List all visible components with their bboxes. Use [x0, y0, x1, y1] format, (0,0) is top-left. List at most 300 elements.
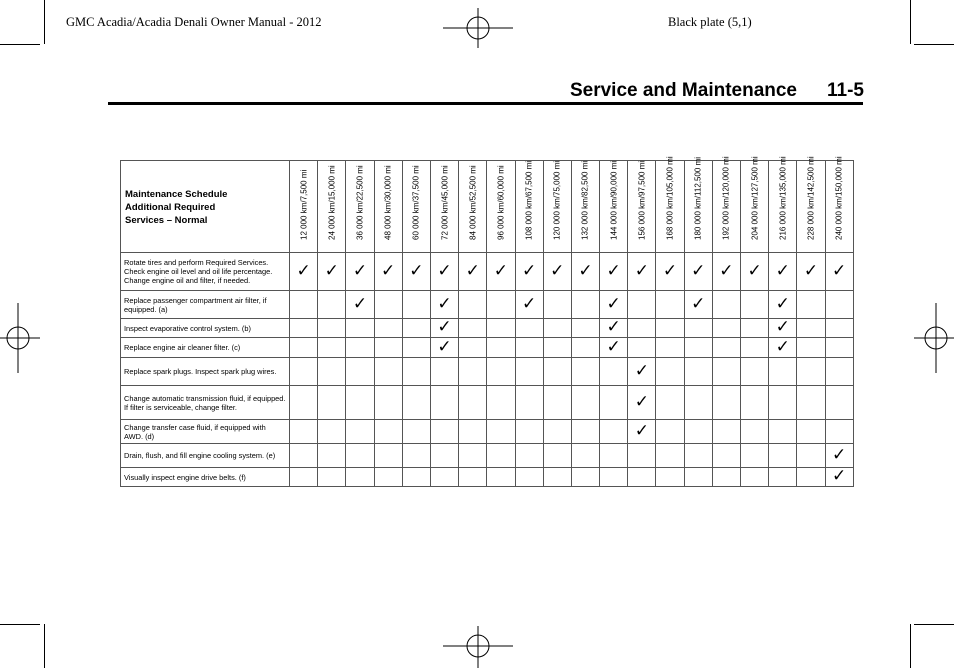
interval-header — [515, 161, 543, 253]
service-description: Change transfer case fluid, if equipped with AWD. (d) — [121, 420, 290, 444]
checkmark-icon: ✓ — [775, 336, 790, 357]
schedule-cell — [318, 338, 346, 358]
checkmark-icon: ✓ — [606, 260, 621, 281]
schedule-cell — [571, 291, 599, 319]
corner-line: Services – Normal — [125, 215, 208, 226]
schedule-cell — [318, 291, 346, 319]
schedule-cell — [346, 420, 374, 444]
schedule-cell — [543, 468, 571, 487]
schedule-cell — [684, 358, 712, 386]
schedule-cell — [825, 358, 853, 386]
schedule-cell — [346, 319, 374, 338]
schedule-cell — [656, 338, 684, 358]
checkmark-icon: ✓ — [381, 260, 396, 281]
schedule-cell — [459, 253, 487, 291]
schedule-cell — [515, 338, 543, 358]
schedule-cell — [825, 253, 853, 291]
interval-label: 72 000 km/45,000 mi — [440, 165, 450, 240]
schedule-cell — [346, 444, 374, 468]
schedule-cell — [684, 253, 712, 291]
schedule-cell — [459, 386, 487, 420]
service-description: Drain, flush, and fill engine cooling system. (e) — [121, 444, 290, 468]
table-row — [121, 386, 854, 420]
schedule-cell — [600, 319, 628, 338]
schedule-cell — [290, 420, 318, 444]
schedule-cell — [374, 358, 402, 386]
schedule-cell — [600, 358, 628, 386]
schedule-cell — [459, 420, 487, 444]
schedule-cell — [656, 319, 684, 338]
schedule-cell — [741, 358, 769, 386]
schedule-cell — [402, 420, 430, 444]
crop-mark-top-right-vertical — [910, 0, 911, 44]
schedule-cell — [318, 420, 346, 444]
corner-line: Maintenance Schedule — [125, 189, 228, 200]
heading-rule — [108, 102, 863, 105]
schedule-cell — [543, 358, 571, 386]
checkmark-icon: ✓ — [465, 260, 480, 281]
checkmark-icon: ✓ — [296, 260, 311, 281]
schedule-cell — [515, 291, 543, 319]
schedule-cell — [318, 319, 346, 338]
schedule-cell — [825, 386, 853, 420]
checkmark-icon: ✓ — [691, 260, 706, 281]
checkmark-icon: ✓ — [521, 260, 537, 281]
schedule-cell — [543, 319, 571, 338]
schedule-cell — [741, 468, 769, 487]
checkmark-icon: ✓ — [352, 293, 368, 314]
schedule-cell — [430, 358, 458, 386]
schedule-cell — [430, 468, 458, 487]
schedule-cell — [459, 444, 487, 468]
plate-info: Black plate (5,1) — [668, 15, 752, 29]
schedule-cell — [571, 386, 599, 420]
schedule-cell — [543, 291, 571, 319]
schedule-cell — [656, 420, 684, 444]
registration-mark-left-icon — [0, 303, 40, 373]
schedule-cell — [628, 291, 656, 319]
schedule-cell — [487, 358, 515, 386]
schedule-cell — [402, 386, 430, 420]
schedule-cell — [741, 338, 769, 358]
interval-label: 84 000 km/52,500 mi — [468, 165, 478, 240]
schedule-cell — [600, 420, 628, 444]
schedule-cell — [769, 386, 797, 420]
interval-header — [346, 161, 374, 253]
table-row — [121, 468, 854, 487]
schedule-cell — [684, 319, 712, 338]
schedule-cell — [487, 319, 515, 338]
schedule-cell — [712, 291, 740, 319]
schedule-cell — [346, 358, 374, 386]
checkmark-icon: ✓ — [437, 293, 452, 314]
schedule-cell — [374, 386, 402, 420]
checkmark-icon: ✓ — [437, 317, 452, 337]
schedule-cell — [741, 291, 769, 319]
schedule-cell — [769, 291, 797, 319]
schedule-cell — [600, 253, 628, 291]
schedule-cell — [430, 420, 458, 444]
schedule-cell — [628, 319, 656, 338]
checkmark-icon: ✓ — [324, 260, 339, 281]
schedule-cell — [769, 338, 797, 358]
interval-label: 204 000 km/127,500 mi — [750, 156, 760, 240]
interval-header — [769, 156, 797, 253]
schedule-cell — [318, 253, 346, 291]
schedule-cell — [543, 253, 571, 291]
schedule-cell — [628, 386, 656, 420]
crop-mark-bottom-right-vertical — [910, 624, 911, 668]
schedule-cell — [430, 386, 458, 420]
interval-header — [825, 156, 853, 253]
checkmark-icon: ✓ — [606, 293, 621, 314]
schedule-cell — [402, 444, 430, 468]
interval-label: 24 000 km/15,000 mi — [327, 165, 337, 240]
interval-label: 168 000 km/105,000 mi — [665, 156, 675, 240]
checkmark-icon: ✓ — [832, 260, 847, 281]
crop-mark-bottom-left-horizontal — [0, 624, 40, 625]
checkmark-icon: ✓ — [832, 444, 847, 465]
interval-header — [712, 156, 740, 253]
checkmark-icon: ✓ — [437, 260, 452, 281]
schedule-cell — [797, 319, 825, 338]
schedule-corner-cell — [121, 161, 290, 253]
interval-header — [600, 161, 628, 253]
schedule-cell — [656, 253, 684, 291]
schedule-cell — [825, 444, 853, 468]
schedule-cell — [402, 291, 430, 319]
schedule-cell — [459, 291, 487, 319]
table-row — [121, 319, 854, 338]
schedule-cell — [346, 338, 374, 358]
schedule-cell — [543, 386, 571, 420]
schedule-cell — [515, 386, 543, 420]
schedule-cell — [515, 420, 543, 444]
schedule-cell — [825, 338, 853, 358]
schedule-cell — [290, 358, 318, 386]
schedule-cell — [290, 386, 318, 420]
schedule-cell — [374, 338, 402, 358]
schedule-cell — [825, 468, 853, 487]
schedule-cell — [712, 468, 740, 487]
interval-label: 120 000 km/75,000 mi — [552, 160, 562, 240]
section-title: Service and Maintenance — [569, 80, 798, 101]
schedule-cell — [628, 338, 656, 358]
schedule-cell — [712, 386, 740, 420]
schedule-cell — [290, 291, 318, 319]
schedule-cell — [684, 386, 712, 420]
corner-line: Additional Required — [125, 202, 216, 213]
interval-header — [374, 161, 402, 253]
interval-header — [571, 161, 599, 253]
schedule-cell — [741, 386, 769, 420]
schedule-cell — [571, 358, 599, 386]
schedule-cell — [487, 253, 515, 291]
interval-label: 12 000 km/7,500 mi — [299, 169, 309, 240]
table-row — [121, 291, 854, 319]
interval-label: 48 000 km/30,000 mi — [383, 165, 393, 240]
checkmark-icon: ✓ — [634, 360, 649, 381]
schedule-cell — [600, 386, 628, 420]
schedule-cell — [741, 420, 769, 444]
schedule-cell — [769, 444, 797, 468]
interval-header — [656, 156, 684, 253]
schedule-cell — [459, 468, 487, 487]
table-row — [121, 338, 854, 358]
schedule-cell — [712, 420, 740, 444]
service-description: Replace engine air cleaner filter. (c) — [121, 338, 290, 358]
crop-mark-top-right-horizontal — [914, 44, 954, 45]
checkmark-icon: ✓ — [578, 260, 593, 281]
checkmark-icon: ✓ — [550, 260, 565, 281]
schedule-cell — [346, 386, 374, 420]
schedule-cell — [290, 468, 318, 487]
checkmark-icon: ✓ — [521, 293, 537, 314]
schedule-cell — [487, 338, 515, 358]
registration-mark-right-icon — [914, 303, 954, 373]
page-number: 11-5 — [827, 80, 864, 101]
schedule-cell — [769, 319, 797, 338]
schedule-cell — [571, 338, 599, 358]
service-description: Replace spark plugs. Inspect spark plug wires. — [121, 358, 290, 386]
schedule-cell — [628, 420, 656, 444]
schedule-cell — [684, 420, 712, 444]
section-heading — [570, 80, 864, 102]
schedule-cell — [346, 468, 374, 487]
schedule-cell — [487, 420, 515, 444]
interval-header — [797, 156, 825, 253]
schedule-cell — [628, 444, 656, 468]
service-description: Replace passenger compartment air filter, if equipped. (a) — [121, 291, 290, 319]
schedule-cell — [712, 338, 740, 358]
schedule-cell — [402, 338, 430, 358]
schedule-cell — [769, 358, 797, 386]
table-row — [121, 253, 854, 291]
schedule-cell — [712, 253, 740, 291]
schedule-cell — [374, 444, 402, 468]
schedule-cell — [459, 358, 487, 386]
schedule-cell — [656, 291, 684, 319]
schedule-cell — [318, 358, 346, 386]
schedule-cell — [318, 386, 346, 420]
checkmark-icon: ✓ — [437, 336, 452, 357]
checkmark-icon: ✓ — [634, 391, 649, 412]
schedule-cell — [825, 420, 853, 444]
schedule-cell — [290, 444, 318, 468]
table-row — [121, 358, 854, 386]
interval-header — [318, 161, 346, 253]
schedule-cell — [825, 319, 853, 338]
schedule-cell — [600, 444, 628, 468]
schedule-cell — [769, 253, 797, 291]
interval-label: 180 000 km/112,500 mi — [693, 156, 703, 240]
schedule-cell — [628, 253, 656, 291]
registration-mark-bottom-icon — [443, 626, 513, 668]
schedule-cell — [515, 319, 543, 338]
schedule-cell — [346, 253, 374, 291]
interval-label: 60 000 km/37,500 mi — [411, 165, 421, 240]
table-row — [121, 420, 854, 444]
checkmark-icon: ✓ — [352, 260, 368, 281]
schedule-cell — [346, 291, 374, 319]
schedule-cell — [318, 468, 346, 487]
schedule-cell — [374, 468, 402, 487]
schedule-cell — [684, 444, 712, 468]
checkmark-icon: ✓ — [662, 260, 678, 281]
checkmark-icon: ✓ — [606, 336, 621, 357]
schedule-cell — [600, 468, 628, 487]
interval-label: 132 000 km/82,500 mi — [580, 160, 590, 240]
schedule-cell — [487, 468, 515, 487]
schedule-cell — [571, 468, 599, 487]
interval-label: 192 000 km/120,000 mi — [721, 156, 731, 240]
schedule-cell — [769, 468, 797, 487]
checkmark-icon: ✓ — [409, 260, 424, 281]
schedule-cell — [374, 420, 402, 444]
schedule-cell — [628, 358, 656, 386]
schedule-cell — [374, 253, 402, 291]
schedule-cell — [515, 468, 543, 487]
crop-mark-top-left-horizontal — [0, 44, 40, 45]
registration-mark-top-icon — [443, 8, 513, 48]
service-description: Rotate tires and perform Required Services. Check engine oil level and oil life percentage. Change engine oil and filter, if needed. — [121, 253, 290, 291]
schedule-cell — [741, 253, 769, 291]
interval-header — [487, 161, 515, 253]
checkmark-icon: ✓ — [634, 260, 649, 281]
schedule-cell — [374, 291, 402, 319]
schedule-cell — [318, 444, 346, 468]
schedule-cell — [543, 444, 571, 468]
schedule-cell — [797, 338, 825, 358]
checkmark-icon: ✓ — [493, 260, 509, 281]
schedule-cell — [571, 444, 599, 468]
schedule-cell — [430, 338, 458, 358]
schedule-cell — [571, 420, 599, 444]
schedule-cell — [430, 319, 458, 338]
schedule-cell — [656, 386, 684, 420]
interval-header — [741, 156, 769, 253]
schedule-cell — [430, 291, 458, 319]
maintenance-schedule-table — [120, 156, 854, 487]
schedule-cell — [571, 253, 599, 291]
schedule-cell — [684, 338, 712, 358]
checkmark-icon: ✓ — [634, 420, 649, 441]
schedule-cell — [712, 358, 740, 386]
schedule-cell — [402, 358, 430, 386]
schedule-cell — [656, 468, 684, 487]
schedule-cell — [459, 319, 487, 338]
schedule-cell — [825, 291, 853, 319]
schedule-cell — [797, 468, 825, 487]
interval-header — [543, 161, 571, 253]
checkmark-icon: ✓ — [775, 317, 790, 337]
schedule-cell — [402, 468, 430, 487]
interval-header — [628, 161, 656, 253]
schedule-cell — [487, 386, 515, 420]
schedule-cell — [571, 319, 599, 338]
interval-header — [459, 161, 487, 253]
table-row — [121, 444, 854, 468]
schedule-cell — [797, 358, 825, 386]
schedule-cell — [684, 291, 712, 319]
schedule-cell — [600, 291, 628, 319]
checkmark-icon: ✓ — [832, 466, 847, 486]
crop-mark-bottom-right-horizontal — [914, 624, 954, 625]
checkmark-icon: ✓ — [719, 260, 734, 281]
schedule-cell — [741, 444, 769, 468]
interval-label: 240 000 km/150,000 mi — [834, 156, 844, 240]
schedule-cell — [515, 253, 543, 291]
service-description: Inspect evaporative control system. (b) — [121, 319, 290, 338]
schedule-cell — [487, 291, 515, 319]
interval-label: 228 000 km/142,500 mi — [806, 156, 816, 240]
schedule-body — [121, 253, 854, 487]
schedule-cell — [487, 444, 515, 468]
schedule-cell — [741, 319, 769, 338]
schedule-cell — [543, 338, 571, 358]
interval-header — [290, 161, 318, 253]
schedule-cell — [769, 420, 797, 444]
interval-header — [430, 161, 458, 253]
schedule-cell — [430, 253, 458, 291]
schedule-cell — [459, 338, 487, 358]
schedule-cell — [628, 468, 656, 487]
interval-label: 216 000 km/135,000 mi — [778, 156, 788, 240]
schedule-cell — [797, 386, 825, 420]
interval-header-row — [121, 161, 854, 253]
crop-mark-top-left-vertical — [44, 0, 45, 44]
service-description: Visually inspect engine drive belts. (f) — [121, 468, 290, 487]
checkmark-icon: ✓ — [691, 293, 706, 314]
crop-mark-bottom-left-vertical — [44, 624, 45, 668]
checkmark-icon: ✓ — [606, 317, 621, 337]
schedule-cell — [684, 468, 712, 487]
manual-title: GMC Acadia/Acadia Denali Owner Manual - 2012 — [66, 15, 322, 29]
schedule-cell — [712, 319, 740, 338]
interval-label: 96 000 km/60,000 mi — [496, 165, 506, 240]
schedule-cell — [656, 358, 684, 386]
checkmark-icon: ✓ — [803, 260, 819, 281]
schedule-cell — [290, 253, 318, 291]
schedule-cell — [543, 420, 571, 444]
interval-label: 36 000 km/22,500 mi — [355, 165, 365, 240]
interval-header — [402, 161, 430, 253]
schedule-cell — [430, 444, 458, 468]
schedule-cell — [600, 338, 628, 358]
interval-label: 144 000 km/90,000 mi — [609, 160, 619, 240]
checkmark-icon: ✓ — [775, 260, 790, 281]
checkmark-icon: ✓ — [747, 260, 762, 281]
interval-header — [684, 156, 712, 253]
interval-label: 156 000 km/97,500 mi — [637, 160, 647, 240]
schedule-cell — [402, 319, 430, 338]
schedule-cell — [712, 444, 740, 468]
schedule-cell — [515, 444, 543, 468]
interval-label: 108 000 km/67,500 mi — [524, 160, 534, 240]
schedule-cell — [656, 444, 684, 468]
schedule-cell — [515, 358, 543, 386]
schedule-cell — [402, 253, 430, 291]
service-description: Change automatic transmission fluid, if equipped. If filter is serviceable, change filter. — [121, 386, 290, 420]
schedule-cell — [290, 319, 318, 338]
schedule-cell — [290, 338, 318, 358]
schedule-cell — [374, 319, 402, 338]
checkmark-icon: ✓ — [775, 293, 790, 314]
schedule-cell — [797, 253, 825, 291]
schedule-cell — [797, 420, 825, 444]
schedule-cell — [797, 444, 825, 468]
schedule-cell — [797, 291, 825, 319]
